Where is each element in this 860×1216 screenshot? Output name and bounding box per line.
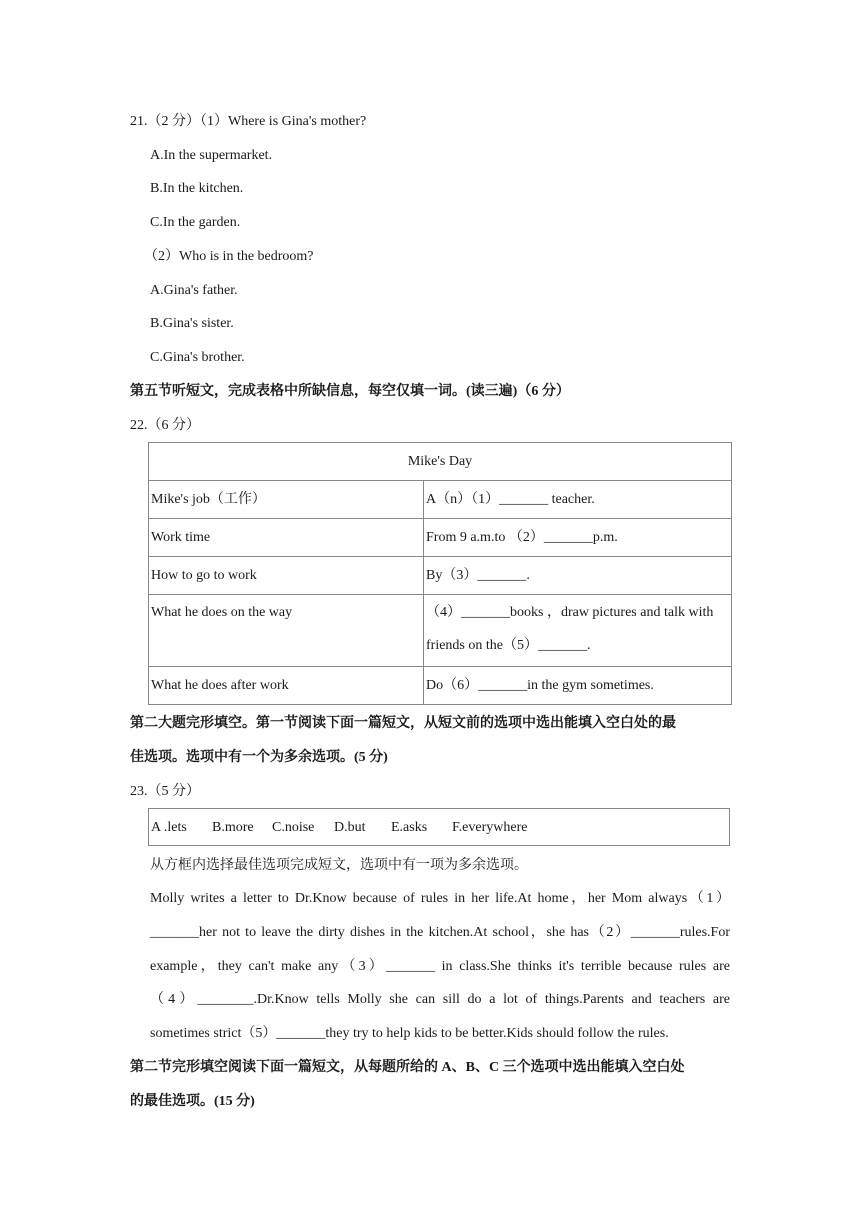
row-value-line: （4）_______books ，draw pictures and talk with <box>426 605 714 620</box>
passage-line: example，they can't make any（3）_______ in class.She thinks it's terrible because rules are <box>150 959 730 974</box>
question-22-header: 22.（6 分） <box>130 418 200 433</box>
row-label: Work time <box>149 519 424 557</box>
passage-line: _______her not to leave the dirty dishes in the kitchen.At school，she has（2）_______rules.For <box>150 925 730 940</box>
table-row <box>149 557 732 595</box>
row-value-line: friends on the（5）_______. <box>426 638 591 653</box>
q21-2-option-b: B.Gina's sister. <box>150 316 234 331</box>
row-label: Mike's job（工作） <box>149 481 424 519</box>
q21-2-question: （2）Who is in the bedroom? <box>144 249 314 264</box>
table-row <box>149 481 732 519</box>
q21-2-option-a: A.Gina's father. <box>150 283 238 298</box>
table-row <box>149 519 732 557</box>
option-c: C.noise <box>272 820 315 835</box>
section-5-title: 第五节听短文，完成表格中所缺信息，每空仅填一词。(读三遍)（6 分） <box>130 384 570 399</box>
row-label: What he does after work <box>149 667 424 705</box>
option-d: D.but <box>334 820 366 835</box>
part-2-title-line-1: 第二大题完形填空。第一节阅读下面一篇短文，从短文前的选项中选出能填入空白处的最 <box>130 716 676 731</box>
table-row <box>149 667 732 705</box>
option-a: A .lets <box>151 820 187 835</box>
passage-line: Molly writes a letter to Dr.Know because of rules in her life.At home，her Mom always（1） <box>150 891 730 906</box>
row-value: From 9 a.m.to （2）_______p.m. <box>424 519 732 557</box>
part-2-title-line-2: 佳选项。选项中有一个为多余选项。(5 分) <box>130 750 388 765</box>
question-21-header: 21.（2 分）（1）Where is Gina's mother? <box>130 114 367 129</box>
option-b: B.more <box>212 820 254 835</box>
section-2-title-line-2: 的最佳选项。(15 分) <box>130 1094 255 1109</box>
table-row <box>149 595 732 667</box>
passage-line: sometimes strict（5）_______they try to help kids to be better.Kids should follow the rules. <box>150 1026 669 1041</box>
q21-1-option-c: C.In the garden. <box>150 215 241 230</box>
row-label: What he does on the way <box>149 595 424 667</box>
q21-2-option-c: C.Gina's brother. <box>150 350 245 365</box>
row-value: By（3）_______. <box>424 557 732 595</box>
option-e: E.asks <box>391 820 428 835</box>
q21-1-option-a: A.In the supermarket. <box>150 148 273 163</box>
q21-1-option-b: B.In the kitchen. <box>150 181 244 196</box>
row-value <box>424 595 732 667</box>
question-23-header: 23.（5 分） <box>130 784 200 799</box>
row-value: A（n）（1）_______ teacher. <box>424 481 732 519</box>
q23-instruction: 从方框内选择最佳选项完成短文，选项中有一项为多余选项。 <box>150 858 528 873</box>
passage-line: （4）________.Dr.Know tells Molly she can sill do a lot of things.Parents and teachers are <box>150 992 730 1007</box>
table-title: Mike's Day <box>149 443 732 481</box>
section-2-title-line-1: 第二节完形填空阅读下面一篇短文，从每题所给的 A、B、C 三个选项中选出能填入空白处 <box>130 1060 685 1075</box>
row-value: Do（6）_______in the gym sometimes. <box>424 667 732 705</box>
options-box <box>148 808 730 846</box>
option-f: F.everywhere <box>452 820 528 835</box>
mikes-day-table <box>148 442 732 705</box>
row-label: How to go to work <box>149 557 424 595</box>
